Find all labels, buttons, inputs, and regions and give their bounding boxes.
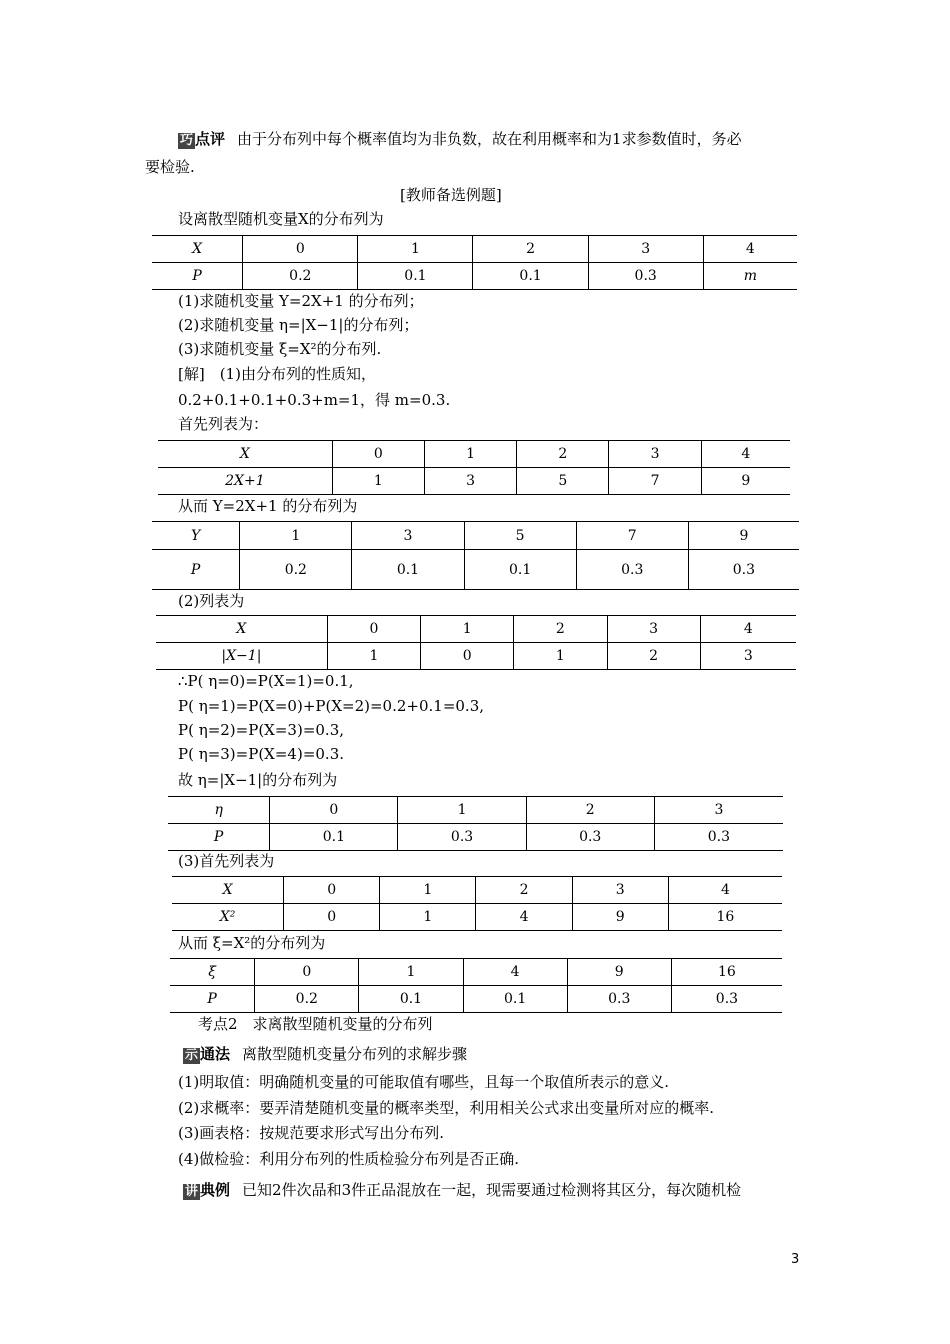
step-2: (2)求概率：要弄清楚随机变量的概率类型，利用相关公式求出变量所对应的概率. <box>178 1099 715 1117</box>
method-header <box>183 1044 467 1064</box>
question-3: (3)求随机变量 ξ=X²的分布列. <box>178 340 382 358</box>
table-row <box>168 824 783 851</box>
table-cell: 1 <box>327 643 420 670</box>
table-cell: 4 <box>668 877 782 904</box>
table-cell: 4 <box>701 441 790 468</box>
table-cell: 0 <box>255 959 359 986</box>
table-cell: 3 <box>572 877 668 904</box>
table-cell: 16 <box>668 904 782 931</box>
table-row <box>172 904 782 931</box>
eta-line-4: P( η=3)=P(X=4)=0.3. <box>178 745 345 763</box>
table-row <box>168 797 783 824</box>
table-cell: 0 <box>284 877 380 904</box>
comment-text: 由于分布列中每个概率值均为非负数，故在利用概率和为1求参数值时，务必 <box>237 130 742 148</box>
table-2 <box>158 440 790 495</box>
table-cell: 0.3 <box>654 824 783 851</box>
table-cell: 2 <box>607 643 700 670</box>
table-cell: 0 <box>332 441 424 468</box>
part2-text: (2)列表为 <box>178 592 245 610</box>
table-1 <box>152 235 797 290</box>
table-cell: 3 <box>609 441 701 468</box>
table-cell: 1 <box>332 468 424 495</box>
table-cell: X <box>158 441 332 468</box>
table-cell: 1 <box>424 441 516 468</box>
table-cell: 0.1 <box>358 263 473 290</box>
table-row <box>156 616 796 643</box>
page-number: 3 <box>791 1252 800 1267</box>
table-cell: 0.3 <box>567 986 671 1013</box>
eta-line-3: P( η=2)=P(X=3)=0.3, <box>178 721 345 739</box>
method-tag-icon: 示 <box>185 1048 199 1063</box>
table-cell: X² <box>172 904 284 931</box>
table-cell: 0.3 <box>671 986 782 1013</box>
table-cell: 1 <box>514 643 607 670</box>
table-cell: 9 <box>567 959 671 986</box>
table-cell: P <box>168 824 270 851</box>
table-cell: 2X+1 <box>158 468 332 495</box>
table-row <box>152 263 797 290</box>
step-3: (3)画表格：按规范要求形式写出分布列. <box>178 1124 445 1142</box>
eta-intro: 故 η=|X−1|的分布列为 <box>178 771 338 789</box>
table-cell: 0.2 <box>243 263 358 290</box>
table-cell: 0.3 <box>526 824 654 851</box>
intro-text: 设离散型随机变量X的分布列为 <box>178 210 384 228</box>
table-cell: 1 <box>359 959 463 986</box>
table-cell: 4 <box>476 904 572 931</box>
example-line <box>183 1180 741 1200</box>
comment-line-2: 要检验. <box>145 158 195 176</box>
table-cell: 3 <box>424 468 516 495</box>
section-2-heading: 考点2 求离散型随机变量的分布列 <box>198 1015 433 1033</box>
table-cell: ξ <box>170 959 255 986</box>
table-cell: 0 <box>284 904 380 931</box>
table-cell: 0.1 <box>473 263 588 290</box>
table-cell: 0.1 <box>352 550 464 590</box>
table-cell: 0.3 <box>398 824 526 851</box>
table-cell: 16 <box>671 959 782 986</box>
table-cell: 5 <box>464 522 576 550</box>
comment-line-1 <box>178 129 742 149</box>
question-2: (2)求随机变量 η=|X−1|的分布列； <box>178 316 419 334</box>
table-cell: η <box>168 797 270 824</box>
table-cell: 1 <box>421 616 514 643</box>
table-cell: X <box>152 236 243 263</box>
table-cell: P <box>152 263 243 290</box>
step-4: (4)做检验：利用分布列的性质检验分布列是否正确. <box>178 1150 520 1168</box>
table-cell: 1 <box>380 877 476 904</box>
table-cell: 0.3 <box>576 550 688 590</box>
table-5 <box>168 796 783 851</box>
table-cell: 0.2 <box>240 550 352 590</box>
table-cell: 5 <box>517 468 609 495</box>
table-cell: X <box>156 616 327 643</box>
table-cell: 0.1 <box>464 550 576 590</box>
table-row <box>152 550 799 590</box>
table-cell: P <box>170 986 255 1013</box>
sum-line: 0.2+0.1+0.1+0.3+m=1，得 m=0.3. <box>178 391 451 409</box>
table-cell: 3 <box>352 522 464 550</box>
eta-line-1: ∴P( η=0)=P(X=1)=0.1, <box>178 672 354 690</box>
table-cell: 4 <box>463 959 567 986</box>
table-row <box>158 468 790 495</box>
table-cell: 4 <box>703 236 797 263</box>
table-cell: 1 <box>398 797 526 824</box>
method-title: 离散型随机变量分布列的求解步骤 <box>242 1045 468 1063</box>
example-tag-icon: 讲 <box>185 1184 199 1199</box>
table-row <box>156 643 796 670</box>
table-row <box>172 877 782 904</box>
eta-line-2: P( η=1)=P(X=0)+P(X=2)=0.2+0.1=0.3, <box>178 697 485 715</box>
table-cell: Y <box>152 522 240 550</box>
table-cell: 9 <box>688 522 799 550</box>
example-heading: [教师备选例题] <box>400 186 502 204</box>
table-cell: 0 <box>421 643 514 670</box>
table-cell: 0 <box>270 797 398 824</box>
example-text: 已知2件次品和3件正品混放在一起，现需要通过检测将其区分，每次随机检 <box>242 1181 742 1199</box>
table-cell: 2 <box>517 441 609 468</box>
question-1: (1)求随机变量 Y=2X+1 的分布列； <box>178 292 424 310</box>
table-cell: 3 <box>700 643 796 670</box>
table-cell: 0 <box>327 616 420 643</box>
table-cell: 3 <box>654 797 783 824</box>
table-3 <box>152 521 799 590</box>
table-cell: 9 <box>572 904 668 931</box>
table-cell: 3 <box>588 236 703 263</box>
table-cell: 2 <box>476 877 572 904</box>
table-cell: 7 <box>609 468 701 495</box>
xi-intro: 从而 ξ=X²的分布列为 <box>178 934 326 952</box>
table-row <box>158 441 790 468</box>
table-cell: 0.1 <box>359 986 463 1013</box>
table-cell: m <box>703 263 797 290</box>
table-cell: P <box>152 550 240 590</box>
solution-start: [解] (1)由分布列的性质知， <box>178 365 376 383</box>
table-cell: 0.2 <box>255 986 359 1013</box>
table-row <box>170 959 782 986</box>
part3-text: (3)首先列表为 <box>178 852 275 870</box>
table-cell: 0.1 <box>270 824 398 851</box>
table-cell: |X−1| <box>156 643 327 670</box>
table-cell: 4 <box>700 616 796 643</box>
table-6 <box>172 876 782 931</box>
comment-tag-label: 点评 <box>195 130 226 148</box>
comment-tag-icon: 巧 <box>180 133 194 148</box>
table-cell: 0 <box>243 236 358 263</box>
table-row <box>170 986 782 1013</box>
table-cell: 0.3 <box>588 263 703 290</box>
list-first: 首先列表为： <box>178 415 269 433</box>
table-cell: 2 <box>473 236 588 263</box>
table-cell: 2 <box>514 616 607 643</box>
step-1: (1)明取值：明确随机变量的可能取值有哪些，且每一个取值所表示的意义. <box>178 1073 670 1091</box>
table-cell: 0.3 <box>688 550 799 590</box>
example-tag-label: 典例 <box>200 1181 231 1199</box>
method-tag-label: 通法 <box>200 1045 231 1063</box>
table-row <box>152 522 799 550</box>
table-cell: X <box>172 877 284 904</box>
table-cell: 9 <box>701 468 790 495</box>
table-cell: 1 <box>380 904 476 931</box>
table-cell: 7 <box>576 522 688 550</box>
table-cell: 2 <box>526 797 654 824</box>
table-7 <box>170 958 782 1013</box>
table-4 <box>156 615 796 670</box>
table-cell: 1 <box>240 522 352 550</box>
y-intro: 从而 Y=2X+1 的分布列为 <box>178 497 358 515</box>
table-cell: 3 <box>607 616 700 643</box>
table-cell: 1 <box>358 236 473 263</box>
table-cell: 0.1 <box>463 986 567 1013</box>
table-row <box>152 236 797 263</box>
